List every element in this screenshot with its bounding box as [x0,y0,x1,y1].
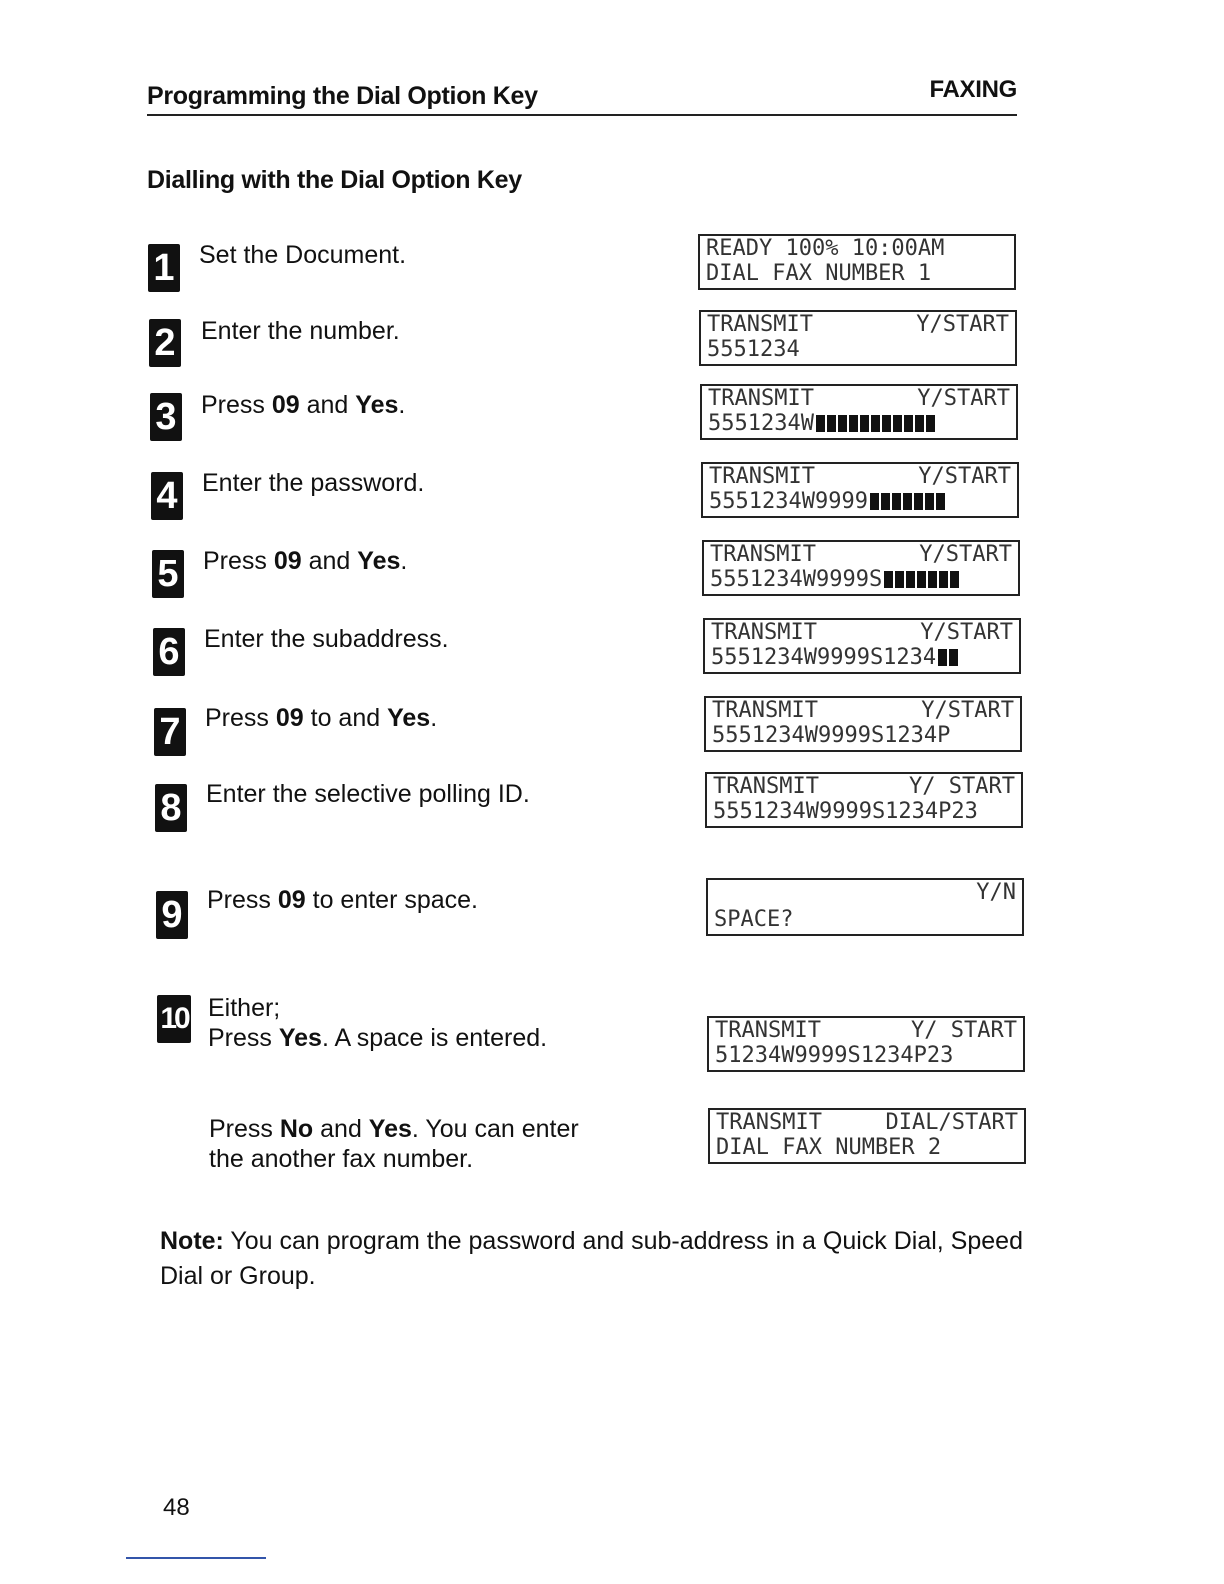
step-text-1: Set the Document. [199,241,407,269]
lcd-block-cell [914,493,923,510]
section-title: Programming the Dial Option Key [147,82,538,110]
lcd-block-cell [949,649,958,666]
step-text-10-either: Either; [208,994,281,1022]
step-text-5: Press 09 and Yes. [203,547,408,575]
page-header [147,74,1017,116]
step-number-3: 3 [150,393,182,441]
step-number-2: 2 [149,319,181,367]
step-number-4: 4 [151,472,183,520]
lcd-block-cell [871,415,880,432]
page-subheading: Dialling with the Dial Option Key [147,166,522,194]
step-number-10: 10 [157,995,191,1043]
lcd-block-cell [849,415,858,432]
lcd-block-cell [936,493,945,510]
lcd-display-8: TRANSMIT Y/ START 5551234W9999S1234P23 [705,772,1023,828]
step-number-8: 8 [155,784,187,832]
alternative-text: Press No and Yes. You can enter [209,1115,579,1143]
step-text-6: Enter the subaddress. [204,625,449,653]
lcd-display-5: TRANSMIT Y/START 5551234W9999S [702,540,1020,596]
page-number: 48 [163,1494,190,1521]
lcd-block-cell [906,571,915,588]
lcd-block-cell [827,415,836,432]
step-text-7: Press 09 to and Yes. [205,704,438,732]
step-text-4: Enter the password. [202,469,425,497]
lcd-display-9: Y/N SPACE? [706,878,1024,936]
lcd-block-cell [950,571,959,588]
step-number-6: 6 [153,628,185,676]
lcd-display-3: TRANSMIT Y/START 5551234W [700,384,1018,440]
step-number-9: 9 [156,891,188,939]
lcd-block-cell [938,649,947,666]
note-paragraph: Note: You can program the password and sub-address in a Quick Dial, Speed Dial or Group. [160,1227,1023,1290]
footer-rule [126,1557,266,1559]
lcd-block-cell [903,493,912,510]
step-text-10: Press Yes. A space is entered. [208,1024,548,1052]
lcd-display-6: TRANSMIT Y/START 5551234W9999S1234 [703,618,1021,674]
lcd-block-cell [915,415,924,432]
lcd-block-cell [870,493,879,510]
lcd-display-7: TRANSMIT Y/START 5551234W9999S1234P [704,696,1022,752]
lcd-block-cell [939,571,948,588]
lcd-block-cell [904,415,913,432]
step-number-1: 1 [148,244,180,292]
step-text-2: Enter the number. [201,317,400,345]
lcd-block-cell [892,493,901,510]
lcd-block-cell [884,571,893,588]
lcd-block-cell [881,493,890,510]
step-text-3: Press 09 and Yes. [201,391,406,419]
lcd-block-cell [860,415,869,432]
lcd-display-1: READY 100% 10:00AM DIAL FAX NUMBER 1 [698,234,1016,290]
lcd-display-11: TRANSMIT DIAL/START DIAL FAX NUMBER 2 [708,1108,1026,1164]
chapter-title: FAXING [929,76,1017,103]
lcd-display-2: TRANSMIT Y/START 5551234 [699,310,1017,366]
step-number-7: 7 [154,708,186,756]
lcd-block-cell [893,415,902,432]
step-text-9: Press 09 to enter space. [207,886,478,914]
lcd-block-cell [895,571,904,588]
lcd-display-10: TRANSMIT Y/ START 51234W9999S1234P23 [707,1016,1025,1072]
lcd-block-cell [816,415,825,432]
lcd-block-cell [917,571,926,588]
lcd-block-cell [838,415,847,432]
alternative-text-line2: the another fax number. [209,1145,474,1173]
lcd-block-cell [926,415,935,432]
lcd-block-cell [882,415,891,432]
step-number-5: 5 [152,550,184,598]
step-text-8: Enter the selective polling ID. [206,780,530,808]
lcd-block-cell [928,571,937,588]
lcd-block-cell [925,493,934,510]
lcd-display-4: TRANSMIT Y/START 5551234W9999 [701,462,1019,518]
